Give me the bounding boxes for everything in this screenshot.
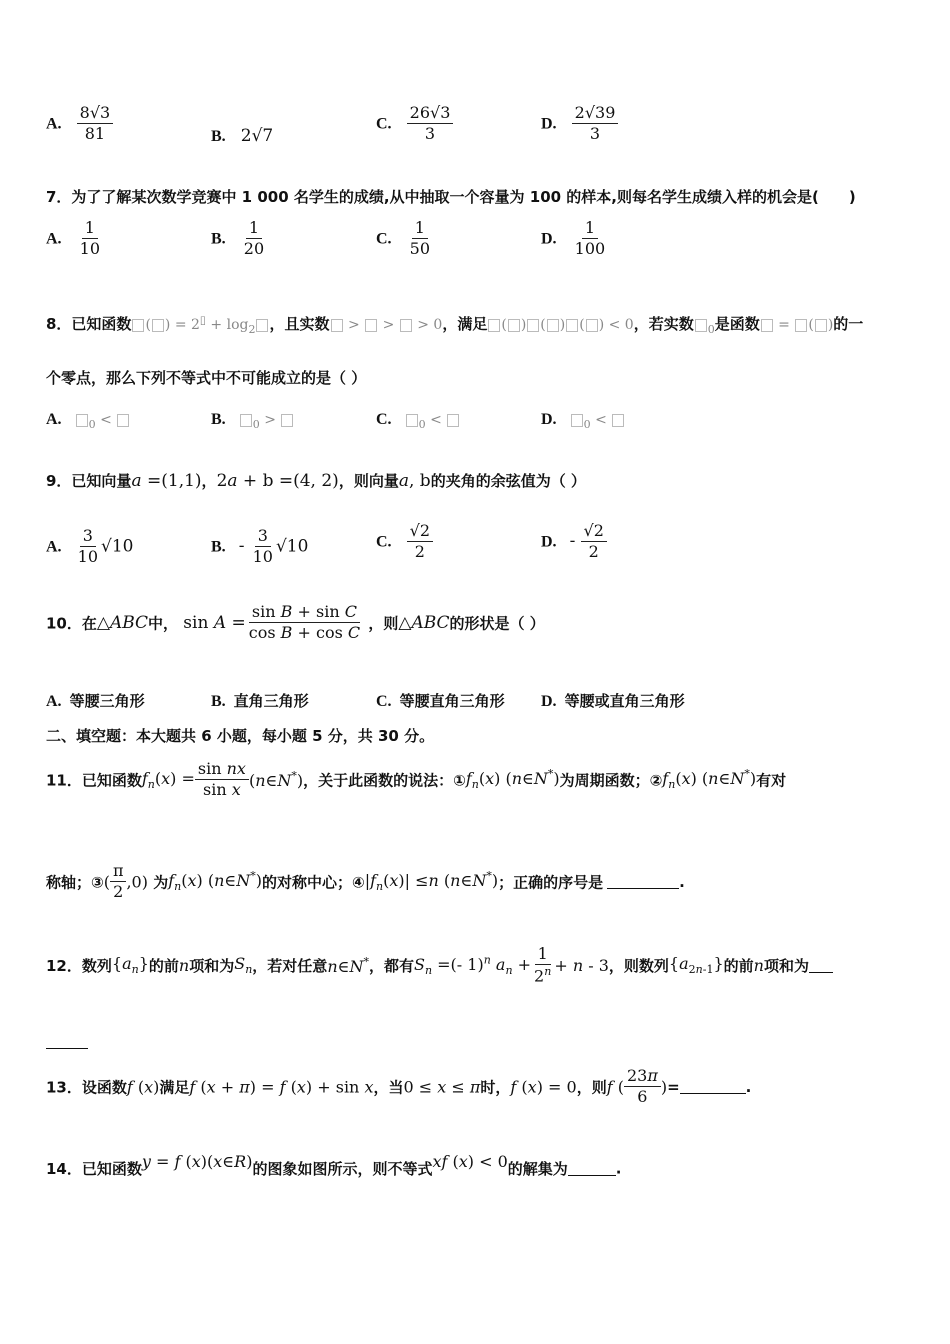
q6-option-d[interactable]: D. $\frac{2√39}{3}$ <box>541 104 618 144</box>
q8-stem-line1: 8．已知函数 ( ) = $2^▯ + \log_2$ ，且实数 > > > 0，满足 ( ) ( ) ( ) < 0，若实数 $_0$是函数 = ( )的一 <box>46 313 864 336</box>
q12-blank-continued[interactable] <box>46 1034 88 1049</box>
q12-line1: 12．数列$\{a_n\}$的前n项和为$S_n$，若对任意n∈N*，都有$S_n$ =(- 1)$^n$ $a_n$ + $\frac{1}{2^n}$ + n - 3，则数列$\{a_{2n-1}\}$的前n项和为 <box>46 945 833 986</box>
option-label: A. <box>46 115 62 133</box>
q7-option-d[interactable]: D. $\frac{1}{100}$ <box>541 218 606 259</box>
q9-option-b[interactable]: B. - $\frac{3}{10}$ √10 <box>211 526 309 567</box>
q8-option-a[interactable]: A. $_0$ < <box>46 409 130 431</box>
q8-stem-line2: 个零点，那么下列不等式中不可能成立的是（ ） <box>46 369 367 387</box>
q7-stem: 7．为了了解某次数学竞赛中 1 000 名学生的成绩,从中抽取一个容量为 100 的样本,则每名学生成绩入样的机会是( ) <box>46 188 856 206</box>
q10-option-d[interactable]: D. 等腰或直角三角形 <box>541 692 685 710</box>
q8-inequality-image: > > > 0 <box>330 317 443 333</box>
q10-equation: sin A = <box>183 612 246 633</box>
q11-line1: 11．已知函数$f_n(x)$ = $\frac{\text{sin nx}}{\text{sin x}}$ (n∈N*)，关于此函数的说法：$①f_n(x)$ (n∈N*)为周期函数；$②f_n(x)$ (n∈N*)有对 <box>46 759 787 800</box>
section-heading: 二、填空题：本大题共 6 小题，每小题 5 分，共 30 分。 <box>46 727 435 745</box>
q10-option-b[interactable]: B. 直角三角形 <box>211 692 309 710</box>
q11-line2: 称轴；③( $\frac{\pi}{2}$ ,0) 为$f_n(x)$ (n∈N*)的对称中心；$④|f_n(x)| \le n$ (n∈N*)；正确的序号是 . <box>46 861 685 902</box>
q6-option-a[interactable]: A. $\frac{8√3}{81}$ <box>46 104 113 144</box>
q8-function-image: ( ) = $2^▯ + \log_2$ <box>131 317 269 333</box>
q6-option-c[interactable]: C. $\frac{26√3}{3}$ <box>376 104 453 144</box>
answer-blank[interactable] <box>809 958 833 973</box>
q9-option-a[interactable]: A. $\frac{3}{10}$ √10 <box>46 526 134 567</box>
q10-stem: 10．在△ABC中， sin A = $\frac{\text{sin B + sin C}}{\text{cos B + cos C}}$ ，则△ABC的形状是（ ） <box>46 602 545 643</box>
q9-option-d[interactable]: D. - $\frac{√2}{2}$ <box>541 522 607 562</box>
q9-vector-expr: 2a + b =(4, 2) <box>216 471 339 491</box>
q6-option-b[interactable]: B. 2√7 <box>211 126 274 146</box>
answer-blank[interactable] <box>607 874 679 889</box>
q9-option-c[interactable]: C. $\frac{√2}{2}$ <box>376 522 433 562</box>
q7-option-a[interactable]: A. $\frac{1}{10}$ <box>46 218 101 259</box>
q14-line: 14．已知函数y = f (x)(x∈R)的图象如图所示，则不等式xf (x) < 0的解集为 . <box>46 1152 622 1178</box>
q8-option-d[interactable]: D. $_0$ < <box>541 409 625 431</box>
q8-x0-image: 0 <box>694 317 715 333</box>
q7-option-b[interactable]: B. $\frac{1}{20}$ <box>211 218 265 259</box>
q8-option-b[interactable]: B. $_0$ > <box>211 409 294 431</box>
q9-vector-a: a =(1,1) <box>131 471 202 491</box>
q8-yfx-image: = ( ) <box>760 317 834 333</box>
q9-vectors: a, b <box>398 471 431 491</box>
q10-option-c[interactable]: C. 等腰直角三角形 <box>376 692 505 710</box>
answer-blank[interactable] <box>568 1161 616 1176</box>
q8-option-c[interactable]: C. $_0$ < <box>376 409 460 431</box>
q10-option-a[interactable]: A. 等腰三角形 <box>46 692 145 710</box>
q13-line: 13．设函数f (x)满足f (x + π) = f (x) + sin x，当0 ≤ x ≤ π时，f (x) = 0，则f ( $\frac{23\pi}{6}$ )= . <box>46 1066 752 1107</box>
answer-blank[interactable] <box>680 1079 746 1094</box>
q7-option-c[interactable]: C. $\frac{1}{50}$ <box>376 218 431 259</box>
q9-stem: 9．已知向量a =(1,1)，2a + b =(4, 2)，则向量a, b的夹角的余弦值为（ ） <box>46 471 586 491</box>
q8-product-image: ( ) ( ) ( ) < 0 <box>487 317 633 333</box>
